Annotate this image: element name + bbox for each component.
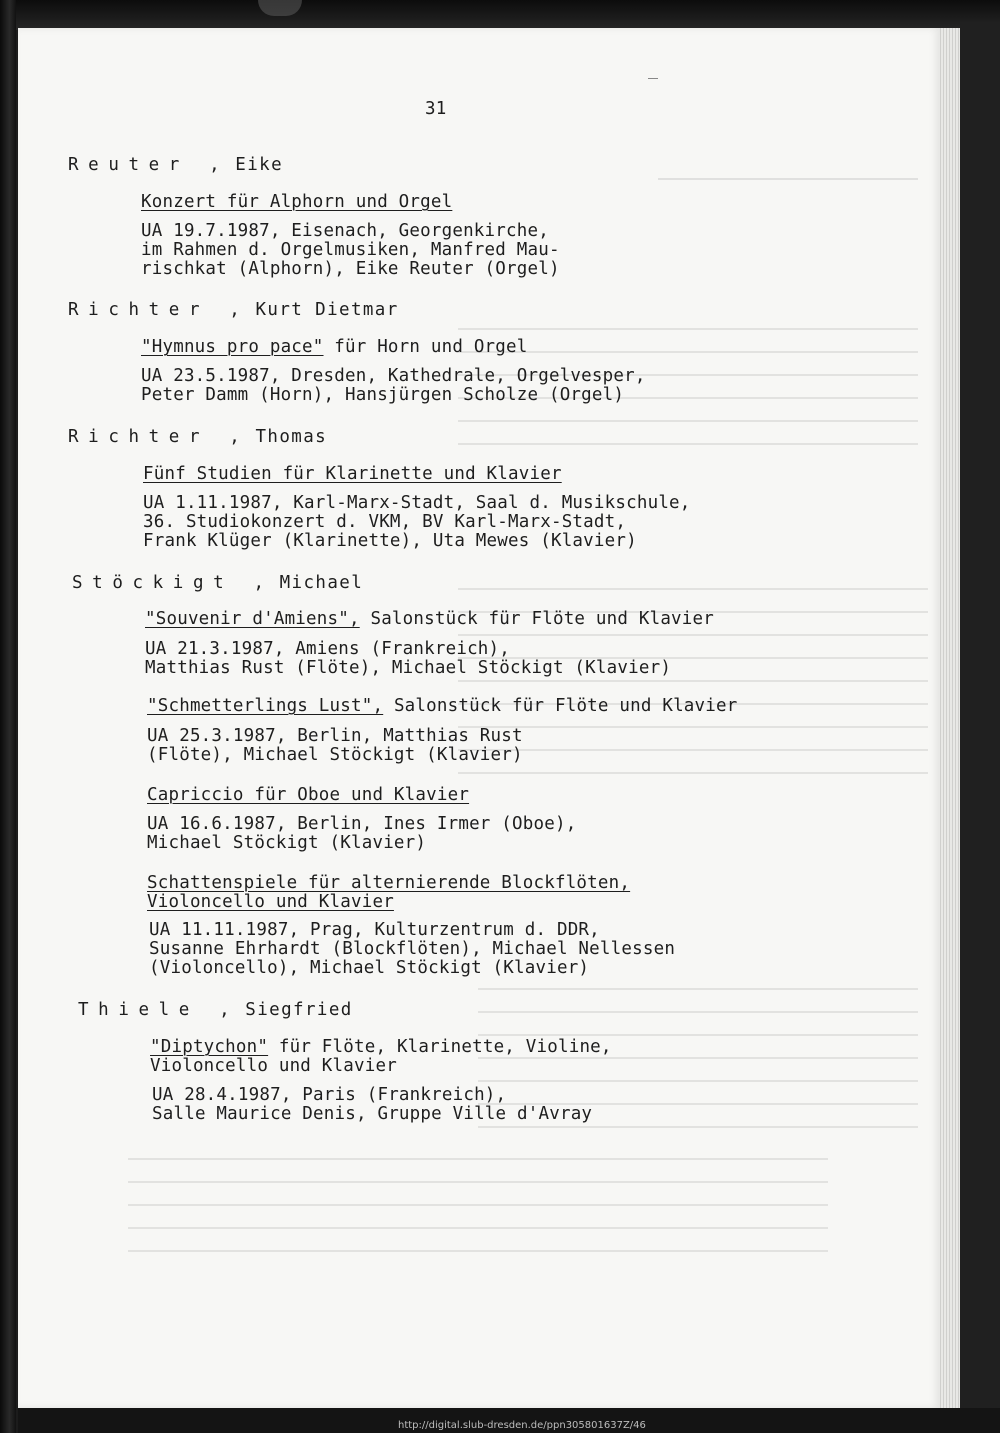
- work-detail-line: UA 28.4.1987, Paris (Frankreich),: [152, 1085, 507, 1105]
- work-detail-line: UA 16.6.1987, Berlin, Ines Irmer (Oboe),: [147, 814, 577, 834]
- work-title-row: [147, 695, 738, 717]
- work-title: "Schmetterlings Lust",: [147, 696, 384, 716]
- composer-surname: Thiele ,: [78, 1000, 240, 1020]
- work-title: "Souvenir d'Amiens",: [145, 609, 360, 629]
- work-title: Violoncello und Klavier: [147, 892, 394, 912]
- work-detail-line: UA 1.11.1987, Karl-Marx-Stadt, Saal d. Musikschule,: [143, 493, 691, 513]
- work-detail-line: Susanne Ehrhardt (Blockflöten), Michael Nellessen: [149, 939, 676, 959]
- work-title: Capriccio für Oboe und Klavier: [147, 785, 470, 805]
- composer-firstname: Eike: [235, 155, 284, 175]
- work-detail-line: Frank Klüger (Klarinette), Uta Mewes (Klavier): [143, 531, 637, 551]
- work-detail-line: UA 23.5.1987, Dresden, Kathedrale, Orgelvesper,: [141, 366, 646, 386]
- background-surface: [960, 24, 1000, 1433]
- work-title: Fünf Studien für Klarinette und Klavier: [143, 464, 562, 484]
- work-title: "Hymnus pro pace": [141, 337, 324, 357]
- work-detail-line: Peter Damm (Horn), Hansjürgen Scholze (Orgel): [141, 385, 625, 405]
- composer-surname: Richter ,: [68, 300, 250, 320]
- source-url-watermark: http://digital.slub-dresden.de/ppn305801637Z/46: [398, 1420, 646, 1431]
- composer-firstname: Siegfried: [245, 1000, 353, 1020]
- work-title-row: [141, 336, 528, 358]
- margin-tick: [648, 78, 658, 79]
- composer-heading: [78, 999, 353, 1021]
- work-detail-line: im Rahmen d. Orgelmusiken, Manfred Mau-: [141, 240, 560, 260]
- work-title: Schattenspiele für alternierende Blockflöten,: [147, 873, 631, 893]
- work-title-line2: Violoncello und Klavier: [150, 1056, 397, 1076]
- composer-firstname: Kurt Dietmar: [255, 300, 399, 320]
- work-title-suffix: für Horn und Orgel: [323, 337, 528, 357]
- work-title-suffix: Salonstück für Flöte und Klavier: [383, 696, 738, 716]
- work-detail-line: UA 21.3.1987, Amiens (Frankreich),: [145, 639, 511, 659]
- work-title-row: [145, 608, 714, 630]
- work-title-suffix: für Flöte, Klarinette, Violine,: [268, 1037, 612, 1057]
- work-detail-line: (Flöte), Michael Stöckigt (Klavier): [147, 745, 523, 765]
- page-stack-edges: [938, 28, 960, 1408]
- composer-heading: [68, 426, 327, 448]
- composer-heading: [68, 299, 399, 321]
- work-detail-line: Michael Stöckigt (Klavier): [147, 833, 427, 853]
- composer-heading: [72, 572, 363, 594]
- work-detail-line: rischkat (Alphorn), Eike Reuter (Orgel): [141, 259, 560, 279]
- composer-firstname: Michael: [279, 573, 364, 593]
- work-detail-line: (Violoncello), Michael Stöckigt (Klavier): [149, 958, 590, 978]
- scan-top-edge: [0, 0, 1000, 30]
- composer-firstname: Thomas: [255, 427, 328, 447]
- work-detail-line: UA 11.11.1987, Prag, Kulturzentrum d. DDR,: [149, 920, 600, 940]
- page-number: 31: [425, 99, 447, 119]
- book-binding: [0, 0, 16, 1433]
- work-detail-line: Matthias Rust (Flöte), Michael Stöckigt (Klavier): [145, 658, 672, 678]
- composer-surname: Richter ,: [68, 427, 250, 447]
- composer-surname: Stöckigt ,: [72, 573, 274, 593]
- work-detail-line: UA 25.3.1987, Berlin, Matthias Rust: [147, 726, 523, 746]
- composer-surname: Reuter ,: [68, 155, 230, 175]
- work-title-suffix: Salonstück für Flöte und Klavier: [359, 609, 715, 629]
- work-detail-line: Salle Maurice Denis, Gruppe Ville d'Avray: [152, 1104, 593, 1124]
- composer-heading: [68, 154, 283, 176]
- work-title: Konzert für Alphorn und Orgel: [141, 192, 453, 212]
- work-detail-line: 36. Studiokonzert d. VKM, BV Karl-Marx-Stadt,: [143, 512, 627, 532]
- work-title: "Diptychon": [150, 1037, 269, 1057]
- work-detail-line: UA 19.7.1987, Eisenach, Georgenkirche,: [141, 221, 549, 241]
